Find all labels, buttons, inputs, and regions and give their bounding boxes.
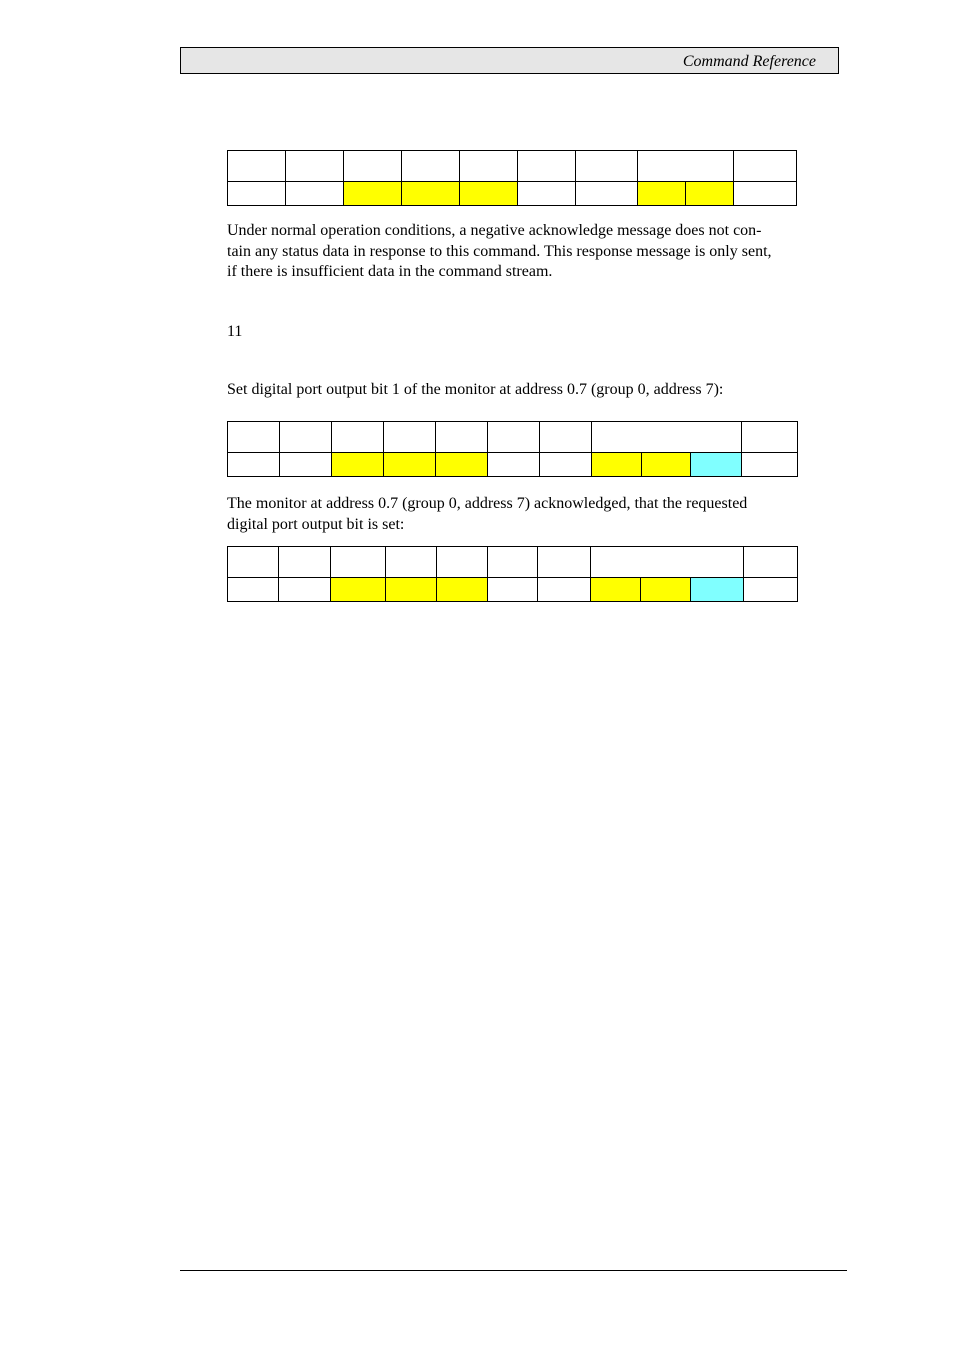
table-cell: [436, 422, 488, 453]
nak-note-line: if there is insufficient data in the command stream.: [227, 263, 553, 280]
table-cell: [386, 547, 437, 578]
highlighted-cell: [686, 182, 734, 206]
table-cell: [576, 151, 638, 182]
example-number: 11: [227, 323, 243, 340]
table-cell: [638, 151, 734, 182]
highlighted-cell: [332, 453, 384, 477]
table-cell: [744, 547, 798, 578]
table-cell: [437, 547, 488, 578]
table-cell: [279, 578, 331, 602]
highlighted-cell-cyan: [691, 578, 744, 602]
table-cell: [286, 151, 344, 182]
table-cell: [518, 151, 576, 182]
table-cell: [540, 453, 592, 477]
table-cell: [460, 151, 518, 182]
table-cell: [538, 547, 591, 578]
highlighted-cell: [384, 453, 436, 477]
table-cell: [402, 151, 460, 182]
footer-divider: [180, 1270, 847, 1271]
highlighted-cell: [591, 578, 641, 602]
table-cell: [744, 578, 798, 602]
table-header-row: [228, 422, 798, 453]
table-header-row: [228, 151, 797, 182]
table-cell: [576, 182, 638, 206]
highlighted-cell: [436, 453, 488, 477]
table-cell: [540, 422, 592, 453]
example-command-text: Set digital port output bit 1 of the monitor at address 0.7 (group 0, address 7):: [227, 381, 724, 398]
table-cell: [734, 151, 797, 182]
table-cell: [228, 453, 280, 477]
table-cell: [331, 547, 386, 578]
table-row: [228, 182, 797, 206]
nak-message-table: [227, 150, 797, 206]
table-cell: [538, 578, 591, 602]
command-message-table: [227, 421, 798, 477]
table-cell: [591, 547, 744, 578]
example-ack-line: The monitor at address 0.7 (group 0, address 7) acknowledged, that the requested: [227, 495, 748, 512]
table-cell: [280, 453, 332, 477]
table-cell: [488, 578, 538, 602]
highlighted-cell: [386, 578, 437, 602]
highlighted-cell: [592, 453, 642, 477]
highlighted-cell: [437, 578, 488, 602]
table-cell: [518, 182, 576, 206]
highlighted-cell: [642, 453, 691, 477]
highlighted-cell: [460, 182, 518, 206]
table-row: [228, 453, 798, 477]
table-cell: [742, 422, 798, 453]
highlighted-cell-cyan: [691, 453, 742, 477]
table-cell: [228, 151, 286, 182]
table-row: [228, 578, 798, 602]
table-cell: [734, 182, 797, 206]
table-cell: [592, 422, 742, 453]
ack-message-table: [227, 546, 798, 602]
highlighted-cell: [638, 182, 686, 206]
table-cell: [228, 578, 279, 602]
table-cell: [279, 547, 331, 578]
table-cell: [488, 547, 538, 578]
example-ack-paragraph: [227, 494, 797, 535]
table-cell: [228, 547, 279, 578]
table-cell: [280, 422, 332, 453]
table-cell: [488, 422, 540, 453]
example-ack-line: digital port output bit is set:: [227, 515, 405, 533]
table-cell: [344, 151, 402, 182]
table-header-row: [228, 547, 798, 578]
table-cell: [286, 182, 344, 206]
highlighted-cell: [641, 578, 691, 602]
nak-note-line: tain any status data in response to this command. This response message is only sent,: [227, 242, 772, 260]
table-cell: [332, 422, 384, 453]
table-cell: [742, 453, 798, 477]
page-header: [180, 47, 839, 74]
table-cell: [384, 422, 436, 453]
header-title: Command Reference: [682, 53, 816, 70]
table-cell: [228, 182, 286, 206]
nak-note-line: Under normal operation conditions, a negative acknowledge message does not con-: [227, 222, 762, 239]
nak-note-paragraph: [227, 221, 797, 283]
table-cell: [488, 453, 540, 477]
highlighted-cell: [344, 182, 402, 206]
highlighted-cell: [331, 578, 386, 602]
highlighted-cell: [402, 182, 460, 206]
table-cell: [228, 422, 280, 453]
